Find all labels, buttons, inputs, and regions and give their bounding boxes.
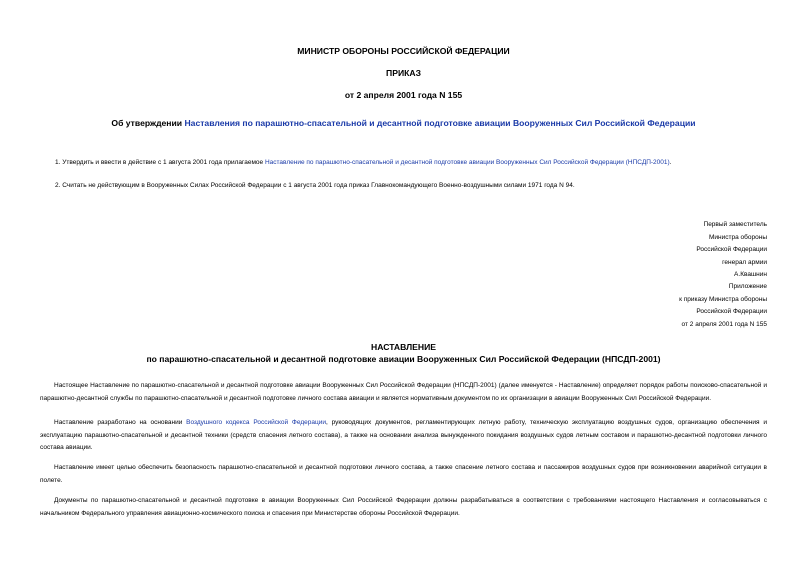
ministry-heading: МИНИСТР ОБОРОНЫ РОССИЙСКОЙ ФЕДЕРАЦИИ — [297, 46, 510, 56]
signature-line: Министра обороны — [709, 233, 767, 241]
appendix-line: от 2 апреля 2001 года N 155 — [681, 320, 767, 328]
manual-subtitle: по парашютно-спасательной и десантной подготовке авиации Вооруженных Сил Российской Федерации (НПСДП-2001) — [146, 354, 661, 364]
appendix-note — [607, 281, 767, 331]
order-item-1-prefix: 1. Утвердить и ввести в действие с 1 августа 2001 года прилагаемое — [55, 159, 265, 166]
signature-line: генерал армии — [722, 258, 767, 266]
appendix-line: Приложение — [728, 283, 767, 290]
signature-line: Российской Федерации — [696, 246, 767, 254]
order-title-prefix: Об утверждении — [111, 118, 185, 128]
order-item-1 — [55, 157, 775, 170]
paragraph-4: Документы по парашютно-спасательной и десантной подготовке в авиации Вооруженных Сил Российской Федерации должны разрабатываться в соответствии с требованиями настоящего Наставления и согласовываться с начальником Федерального управления авиационно-космического поиска и спасения при Министерстве обороны Российской Федерации. — [40, 497, 767, 517]
paragraph-3: Наставление имеет целью обеспечить безопасность парашютно-спасательной и десантной подготовки личного состава, а также спасение летного состава и пассажиров воздушных судов при возникновении аварийной ситуации в полете. — [40, 464, 767, 484]
appendix-line: Российской Федерации — [696, 308, 767, 316]
air-code-link[interactable]: Воздушного кодекса Российской Федерации — [186, 419, 326, 426]
manual-link[interactable]: Наставление по парашютно-спасательной и десантной подготовке авиации Вооруженных Сил Российской Федерации (НПСДП-2001) — [264, 159, 670, 166]
manual-title-link[interactable]: Наставления по парашютно-спасательной и десантной подготовке авиации Вооруженных Сил Российской Федерации — [184, 118, 696, 128]
order-heading: ПРИКАЗ — [386, 68, 421, 78]
signature-line: А.Квашнин — [734, 271, 767, 279]
order-date: от 2 апреля 2001 года N 155 — [344, 90, 463, 100]
paragraph-2 — [40, 417, 767, 455]
order-title — [0, 118, 807, 128]
manual-title: НАСТАВЛЕНИЕ — [371, 342, 436, 352]
appendix-line: к приказу Министра обороны — [679, 295, 767, 303]
paragraph-1: Настоящее Наставление по парашютно-спасательной и десантной подготовке авиации Вооруженных Сил Российской Федерации (НПСДП-2001) (далее именуется - Наставление) определяет порядок работы поисково-спасательной и парашютно-десантной службы по парашютно-спасательной и десантной подготовке личного состава авиации и является нормативным документом по их организации в авиации Вооруженных Сил Российской Федерации. — [40, 382, 767, 402]
order-item-2: 2. Считать не действующим в Вооруженных Силах Российской Федерации с 1 августа 2001 года приказ Главнокомандующего Военно-воздушными силами 1971 года N 94. — [55, 182, 575, 189]
paragraph-2-prefix: Наставление разработано на основании — [54, 419, 187, 426]
signature-line: Первый заместитель — [703, 221, 767, 228]
paragraph-2-suffix: , руководящих документов, регламентирующих летную работу, техническую эксплуатацию воздушных судов, организацию обеспечения и эксплуатацию парашютно-спасательной и десантной техники (средств спасения летного состава), а также на основании анализа вынужденного покидания воздушных судов летным составом и парашютно-десантной подготовки личного состава авиации. — [40, 419, 767, 452]
order-item-1-suffix: . — [669, 159, 672, 166]
signature-block — [607, 219, 767, 282]
